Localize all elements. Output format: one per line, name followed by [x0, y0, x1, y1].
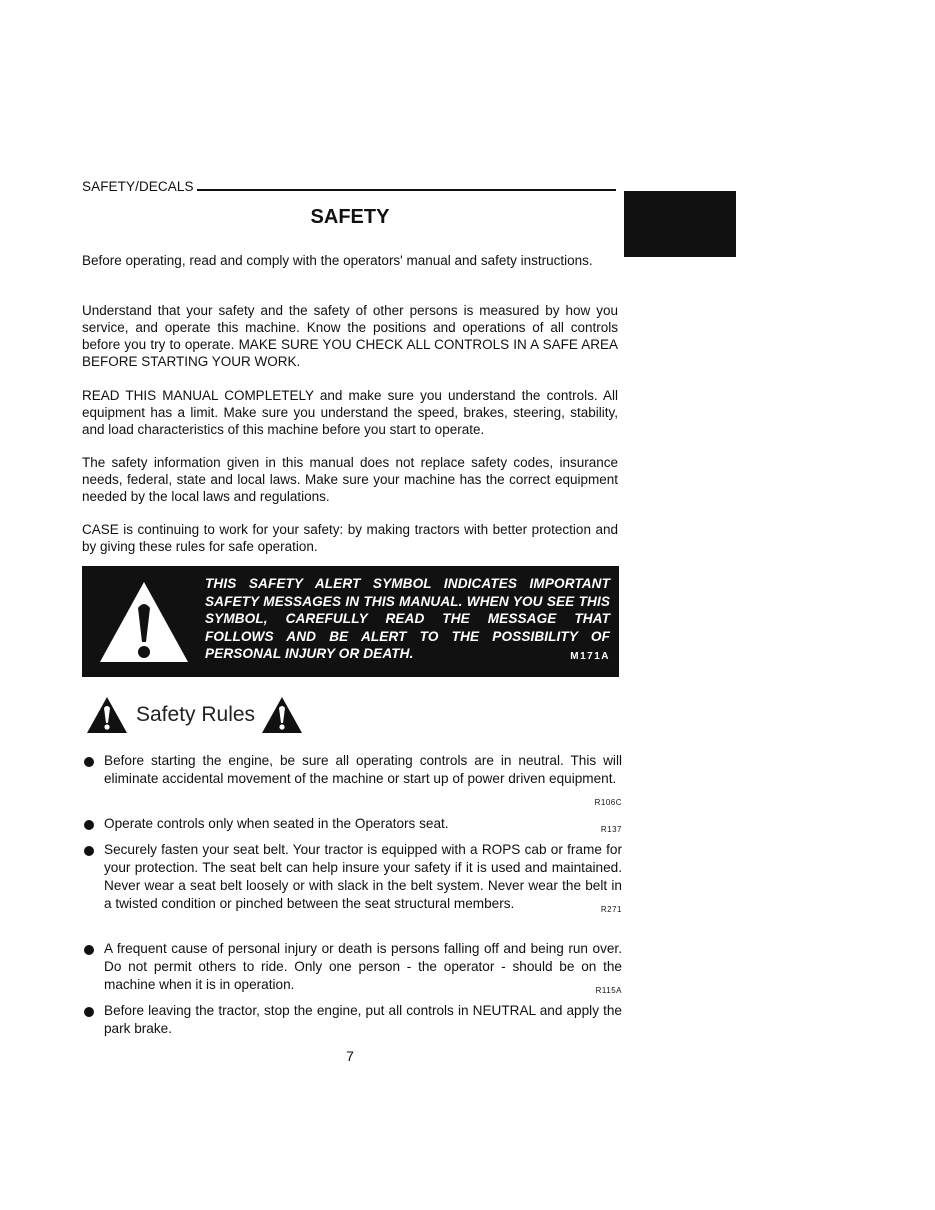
safety-rules-title: Safety Rules: [136, 703, 256, 726]
page-title: SAFETY: [310, 206, 390, 228]
warning-triangle-icon: [86, 696, 128, 734]
page-number: 7: [346, 1048, 354, 1064]
bullet-icon: [84, 1007, 94, 1017]
paragraph-safety-info: The safety information given in this manual does not replace safety codes, insurance needs, federal, state and local laws. Make sure your machine has the correct equipment needed by the local laws and regulations.: [82, 455, 618, 504]
rule-code: R106C: [594, 798, 622, 807]
alert-code: M171A: [570, 651, 610, 663]
paragraph-read-manual: READ THIS MANUAL COMPLETELY and make sure you understand the controls. All equipment has a limit. Make sure you understand the speed, brakes, steering, stability, and load characteristics of this machine before you start to operate.: [82, 388, 618, 437]
safety-rules-heading: [86, 696, 303, 734]
section-header: [82, 179, 616, 194]
rule-code: R271: [600, 905, 622, 914]
rule-item: [84, 841, 622, 919]
rule-text: A frequent cause of personal injury or death is persons falling off and being run over. Do not permit others to ride. Only one person - the operator - should be on the machine when it is in operation.: [104, 941, 622, 992]
bullet-icon: [84, 757, 94, 767]
rule-code: R115A: [595, 986, 622, 995]
section-label: SAFETY/DECALS: [82, 179, 194, 194]
rule-text: Operate controls only when seated in the Operators seat.: [104, 816, 449, 831]
rule-item: [84, 940, 622, 1000]
bullet-icon: [84, 820, 94, 830]
paragraph-case: CASE is continuing to work for your safety: by making tractors with better protection and by giving these rules for safe operation.: [82, 522, 618, 554]
rule-code: R137: [600, 825, 622, 834]
alert-text: THIS SAFETY ALERT SYMBOL INDICATES IMPORTANT SAFETY MESSAGES IN THIS MANUAL. WHEN YOU SEE THIS SYMBOL, CAREFULLY READ THE MESSAGE THAT FOLLOWS AND BE ALERT TO THE POSSIBILITY OF PERSONAL INJURY OR DEATH.: [205, 576, 610, 662]
paragraph-intro: Before operating, read and comply with the operators' manual and safety instructions.: [82, 253, 593, 268]
rule-item: [84, 1002, 622, 1038]
alert-message: [205, 575, 610, 666]
safety-alert-box: [82, 566, 619, 677]
rule-text: Before leaving the tractor, stop the engine, put all controls in NEUTRAL and apply the park brake.: [104, 1003, 622, 1036]
rule-item: [84, 815, 622, 839]
bullet-icon: [84, 945, 94, 955]
rule-text: Securely fasten your seat belt. Your tractor is equipped with a ROPS cab or frame for your protection. The seat belt can help insure your safety if it is used and maintained. Never wear a seat belt loosely or with slack in the belt system. Never wear the belt in a twisted condition or pinched between the seat structural members.: [104, 842, 622, 911]
warning-triangle-icon: [261, 696, 303, 734]
rule-item: [84, 752, 622, 812]
bullet-icon: [84, 846, 94, 856]
warning-triangle-icon: [98, 580, 190, 664]
rule-text: Before starting the engine, be sure all operating controls are in neutral. This will eliminate accidental movement of the machine or start up of power driven equipment.: [104, 753, 622, 786]
section-thumb-tab: [624, 191, 736, 257]
paragraph-understand: Understand that your safety and the safety of other persons is measured by how you service, and operate this machine. Know the positions and operations of all controls before you try to operate. MAKE SURE YOU CHECK ALL CONTROLS IN A SAFE AREA BEFORE STARTING YOUR WORK.: [82, 303, 618, 369]
header-rule: [197, 189, 616, 191]
